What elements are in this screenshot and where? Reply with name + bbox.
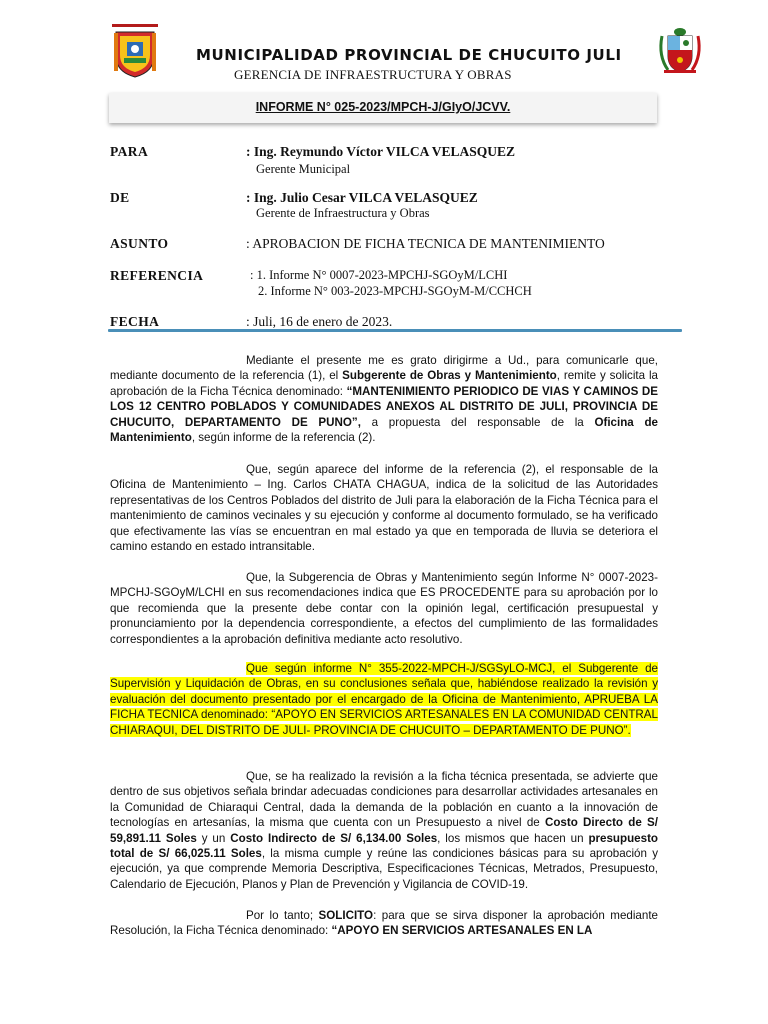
paragraph-1: Mediante el presente me es grato dirigirme a Ud., para comunicarle que, mediante documento de la referencia (1), el Subgerente de Obras y Mantenimiento, remite y solicita la aprobación de la Ficha Técnica denominado: “MANTENIMIENTO PERIODICO DE VIAS Y CAMINOS DE LOS 12 CENTRO POBLADOS Y COMUNIDADES ANEXOS AL DISTRITO DE JULI, PROVINCIA DE CHUCUITO, DEPARTAMENTO DE PUNO”, a propuesta del responsable de la Oficina de Mantenimiento, según informe de la referencia (2).	[110, 354, 658, 445]
paragraph-5: Que, se ha realizado la revisión a la ficha técnica presentada, se advierte que dentro de sus objetivos señala brindar adecuadas condiciones para desarrollar actividades artesanales en la Comunidad de Chiaraqui Central, dada la demanda de la población en cuanto a la innovación de tecnologías en artesanías, la misma que cuenta con un Presupuesto a nivel de Costo Directo de S/ 59,891.11 Soles y un Costo Indirecto de S/ 6,134.00 Soles, los mismos que hacen un presupuesto total de S/ 66,025.11 Soles, la misma cumple y reúne las condiciones básicas para su aprobación y ejecución, ya que comprende Memoria Descriptiva, Especificaciones Técnicas, Metrados, Presupuesto, Calendario de Ejecución, Planos y Plan de Prevención y Vigilancia de COVID-19.	[110, 770, 659, 891]
highlighted-text: Que según informe N° 355-2022-MPCH-J/SGSyLO-MCJ, el Subgerente de Supervisión y Liquidación de Obras, en su conclusiones señala que, habiéndose realizado la revisión y evaluación del documento presentado por el encargado de la Oficina de Mantenimiento, APRUEBA LA FICHA TECNICA denominado: “APOYO EN SERVICIOS ARTESANALES EN LA COMUNIDAD CENTRAL CHIARAQUI, DEL DISTRITO DE JULI- PROVINCIA DE CHUCUITO – DEPARTAMENTO DE PUNO”.	[110, 662, 658, 737]
section-divider	[108, 329, 682, 332]
national-coat-of-arms-logo	[656, 26, 704, 76]
municipality-name: MUNICIPALIDAD PROVINCIAL DE CHUCUITO JULI	[196, 46, 622, 64]
paragraph-2: Que, según aparece del informe de la referencia (2), el responsable de la Oficina de Mantenimiento – Ing. Carlos CHATA CHAGUA, indica de la solicitud de las Autoridades representativas de los Centros Poblados del distrito de Juli para la elaboración de la Ficha Técnica para el mantenimiento de caminos vecinales y su ejecución y conforme al documento formulado, se ha verificado que efectivamente las vías se encuentran en mal estado ya que en temporada de lluvia se deteriora el camino estando en estado intransitable.	[110, 463, 658, 554]
referencia-label: REFERENCIA	[110, 268, 204, 283]
paragraph-4	[110, 661, 658, 738]
fecha-label: FECHA	[110, 314, 160, 329]
paragraph-3: Que, la Subgerencia de Obras y Mantenimiento según Informe N° 0007-2023-MPCHJ-SGOyM/LCHI en sus recomendaciones indica que ES PROCEDENTE para su aprobación por lo que recomienda que la presente debe contar con la opinión legal, certificación presupuestal y pronunciamiento por la dependencia correspondiente, a efectos del cumplimiento de las formalidades correspondientes a la aprobación definitiva mediante acto resolutivo.	[110, 571, 658, 646]
de-label: DE	[110, 190, 130, 205]
para-name: : Ing. Reymundo Víctor VILCA VELASQUEZ	[246, 144, 516, 159]
reference-1: : 1. Informe N° 0007-2023-MPCHJ-SGOyM/LCHI	[250, 268, 508, 282]
para-role: Gerente Municipal	[256, 162, 351, 176]
para-label: PARA	[110, 144, 149, 159]
municipal-shield-logo	[112, 24, 158, 78]
de-role: Gerente de Infraestructura y Obras	[256, 206, 430, 220]
report-title: INFORME N° 025-2023/MPCH-J/GIyO/JCVV.	[255, 100, 511, 114]
asunto-value: : APROBACION DE FICHA TECNICA DE MANTENIMIENTO	[246, 236, 605, 251]
department-name: GERENCIA DE INFRAESTRUCTURA Y OBRAS	[234, 67, 512, 82]
fecha-value: : Juli, 16 de enero de 2023.	[246, 314, 393, 329]
reference-2: 2. Informe N° 003-2023-MPCHJ-SGOyM-M/CCHCH	[258, 284, 532, 298]
paragraph-6: Por lo tanto; SOLICITO: para que se sirva disponer la aprobación mediante Resolución, la Ficha Técnica denominado: “APOYO EN SERVICIOS ARTESANALES EN LA	[110, 909, 658, 938]
asunto-label: ASUNTO	[110, 236, 169, 251]
de-name: : Ing. Julio Cesar VILCA VELASQUEZ	[246, 190, 478, 205]
